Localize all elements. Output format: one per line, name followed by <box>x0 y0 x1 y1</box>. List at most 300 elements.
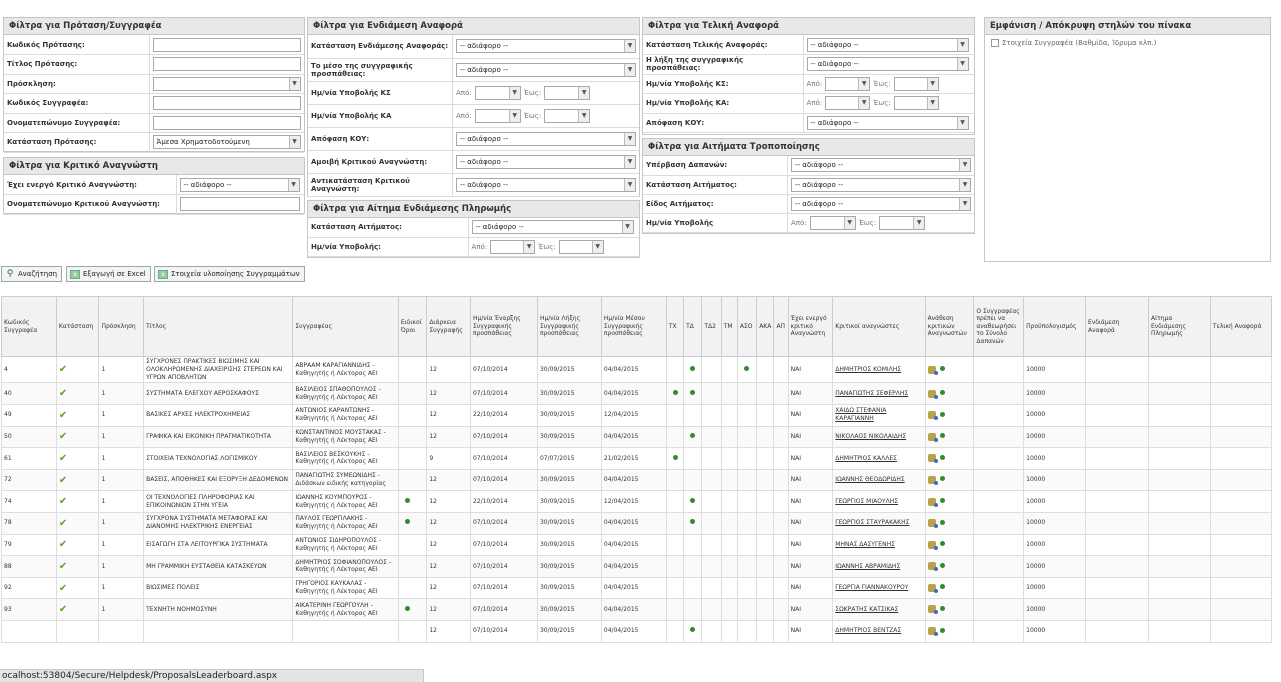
table-cell <box>774 404 788 426</box>
chevron-down-icon: ▼ <box>927 97 938 109</box>
date-range <box>791 216 971 230</box>
table-cell <box>293 357 399 383</box>
table-cell <box>774 383 788 405</box>
column-header[interactable]: Κωδικός Συγγραφέα <box>2 297 57 357</box>
chevron-down-icon: ▼ <box>289 78 300 90</box>
table-cell <box>757 534 774 556</box>
table-cell <box>537 599 601 621</box>
start-date: 07/10/2014 <box>472 389 508 397</box>
table-cell <box>99 426 144 448</box>
to-label: Έως: <box>858 218 877 227</box>
table-cell <box>1210 469 1271 491</box>
filter-label: Απόφαση ΚΟΥ: <box>308 127 453 150</box>
filter-control-cell <box>453 104 640 127</box>
filter-text-input[interactable] <box>153 38 301 52</box>
chevron-down-icon: ▼ <box>578 87 589 99</box>
date-to-picker[interactable] <box>894 96 939 110</box>
table-cell <box>974 599 1024 621</box>
table-cell <box>721 620 737 642</box>
table-cell <box>99 469 144 491</box>
table-cell <box>293 577 399 599</box>
reviewer-link[interactable]: ΔΗΜΗΤΡΙΟΣ ΚΟΜΙΛΗΣ <box>835 365 902 373</box>
table-cell <box>833 556 925 578</box>
chevron-down-icon: ▼ <box>957 58 968 70</box>
table-row[interactable] <box>2 357 1272 383</box>
table-cell <box>1024 599 1086 621</box>
table-cell <box>144 556 293 578</box>
column-header[interactable]: Ο Συγγραφέας πρέπει να αναθεωρήσει το Σύνολο Δαπανών <box>974 297 1024 357</box>
table-cell <box>1024 620 1086 642</box>
table-cell <box>788 404 833 426</box>
table-cell <box>144 383 293 405</box>
table-cell <box>774 512 788 534</box>
table-cell <box>293 448 399 470</box>
modification-request-filters-panel <box>642 138 975 234</box>
status-dot-icon <box>690 390 695 395</box>
table-cell <box>833 599 925 621</box>
dropdown-select[interactable] <box>791 158 971 172</box>
dropdown-select[interactable] <box>807 116 969 130</box>
column-header[interactable]: ΑΚΑ <box>757 297 774 357</box>
end-date: 30/09/2015 <box>539 627 575 635</box>
column-header[interactable]: Ενδιάμεση Αναφορά <box>1086 297 1149 357</box>
column-header[interactable]: Έχει ενεργό κριτικό Αναγνώστη <box>788 297 833 357</box>
checkmark-icon: ✔ <box>58 582 68 594</box>
chevron-down-icon: ▼ <box>622 221 633 233</box>
filter-row <box>4 74 304 94</box>
reviewer-link[interactable]: ΝΙΚΟΛΑΟΣ ΝΙΚΟΛΑΙΔΗΣ <box>835 432 907 440</box>
table-row[interactable] <box>2 491 1272 513</box>
reviewer-link[interactable]: ΙΩΑΝΝΗΣ ΘΕΟΔΩΡΙΔΗΣ <box>835 476 905 484</box>
table-cell <box>537 383 601 405</box>
table-cell <box>737 383 756 405</box>
date-from-picker[interactable] <box>825 96 870 110</box>
end-date: 07/07/2015 <box>539 454 575 462</box>
table-cell <box>684 404 702 426</box>
filter-control-cell <box>149 133 304 153</box>
reviewer-link[interactable]: ΧΑΙΔΩ ΣΤΕΦΑΝΙΑ ΚΑΡΑΓΙΑΝΝΗ <box>835 407 887 423</box>
table-cell <box>1210 599 1271 621</box>
filter-label: Κωδικός Συγγραφέα: <box>4 94 149 114</box>
interim-report-filter-table <box>308 35 639 197</box>
assign-reviewer-icon[interactable] <box>928 498 936 506</box>
column-header[interactable]: Ανάθεση κριτικών Αναγνωστών <box>925 297 974 357</box>
table-row[interactable] <box>2 469 1272 491</box>
column-header[interactable]: Τίτλος <box>144 297 293 357</box>
dropdown-select[interactable] <box>456 132 636 146</box>
start-date: 07/10/2014 <box>472 519 508 527</box>
date-range <box>472 240 637 254</box>
proposal-title: ΒΙΩΣΙΜΕΣ ΠΟΛΕΙΣ <box>146 584 200 592</box>
assign-reviewer-icon[interactable] <box>928 390 936 398</box>
to-label: Έως: <box>538 242 556 251</box>
column-header[interactable]: Ημ/νία Μέσου Συγγραφικής προσπάθειας <box>601 297 666 357</box>
panel-title: Φίλτρα για Κριτικό Αναγνώστη <box>4 158 304 175</box>
table-cell <box>1086 599 1149 621</box>
table-cell <box>788 556 833 578</box>
author-code: 88 <box>4 562 12 570</box>
table-cell <box>666 469 683 491</box>
table-cell <box>974 383 1024 405</box>
status-dot-icon <box>690 433 695 438</box>
table-cell <box>1024 491 1086 513</box>
column-header[interactable]: Ειδικοί Όροι <box>398 297 426 357</box>
chevron-down-icon: ▼ <box>288 179 299 191</box>
filter-control-cell <box>176 175 304 195</box>
table-cell <box>537 620 601 642</box>
table-row[interactable] <box>2 383 1272 405</box>
status-dot-icon <box>940 584 945 589</box>
panel-title: Φίλτρα για Αιτήματα Τροποποίησης <box>643 139 974 156</box>
table-cell <box>666 556 683 578</box>
filter-row <box>308 104 639 127</box>
reviewer-link[interactable]: ΓΕΩΡΓΙΟΣ ΣΤΑΥΡΑΚΑΚΗΣ <box>835 519 910 527</box>
proposal-title: ΒΑΣΙΚΕΣ ΑΡΧΕΣ ΗΛΕΚΤΡΟΧΗΜΕΙΑΣ <box>146 411 251 419</box>
filter-control-cell <box>149 74 304 94</box>
column-header[interactable]: ΑΠ <box>774 297 788 357</box>
table-cell <box>537 357 601 383</box>
table-cell <box>1148 491 1210 513</box>
filter-label: Ημ/νία Υποβολής ΚΣ <box>308 81 453 104</box>
table-row[interactable] <box>2 404 1272 426</box>
author-code: 49 <box>4 411 12 419</box>
column-header[interactable]: ΑΣΟ <box>737 297 756 357</box>
table-cell <box>833 491 925 513</box>
table-cell <box>427 620 471 642</box>
table-cell <box>737 426 756 448</box>
reviewer-link[interactable]: ΓΕΩΡΓΙΟΣ ΜΙΑΟΥΛΗΣ <box>835 497 899 505</box>
author-details-checkbox[interactable] <box>991 39 999 47</box>
chevron-down-icon: ▼ <box>624 133 635 145</box>
status-dot-icon <box>744 366 749 371</box>
table-cell <box>470 534 537 556</box>
column-header[interactable]: ΤΧ <box>666 297 683 357</box>
table-cell <box>1024 534 1086 556</box>
date-from-picker[interactable] <box>475 86 521 100</box>
table-cell <box>1210 491 1271 513</box>
assign-reviewer-icon[interactable] <box>928 411 936 419</box>
table-cell <box>666 491 683 513</box>
table-cell <box>702 426 721 448</box>
table-cell <box>293 426 399 448</box>
date-to-picker[interactable] <box>879 216 925 230</box>
column-header[interactable]: Ημ/νία Έναρξης Συγγραφικής προσπάθειας <box>470 297 537 357</box>
date-from-picker[interactable] <box>475 109 521 123</box>
table-cell <box>666 448 683 470</box>
table-row[interactable] <box>2 512 1272 534</box>
filter-text-input[interactable] <box>153 57 301 71</box>
column-header[interactable]: Ημ/νία Λήξης Συγγραφικής προσπάθειας <box>537 297 601 357</box>
table-cell <box>144 534 293 556</box>
checkmark-icon: ✔ <box>58 474 68 486</box>
table-cell <box>774 577 788 599</box>
table-cell <box>99 404 144 426</box>
table-cell <box>99 556 144 578</box>
table-cell <box>757 448 774 470</box>
date-from-picker[interactable] <box>490 240 535 254</box>
status-dot-icon <box>940 433 945 438</box>
table-cell <box>470 357 537 383</box>
table-cell <box>470 491 537 513</box>
dropdown-value: -- αδιάφορο -- <box>475 223 524 232</box>
to-label: Έως: <box>523 88 542 97</box>
status-dot-icon <box>940 390 945 395</box>
table-cell <box>1210 556 1271 578</box>
date-to-picker[interactable] <box>559 240 604 254</box>
filter-label: Η λήξη της συγγραφικής προσπάθειας: <box>643 55 803 75</box>
budget: 10000 <box>1026 605 1046 613</box>
date-range <box>807 77 972 91</box>
table-cell <box>56 620 99 642</box>
reviewer-link[interactable]: ΔΗΜΗΤΡΙΟΣ ΚΑΛΛΕΣ <box>835 454 897 462</box>
assign-reviewer-icon[interactable] <box>928 476 936 484</box>
filter-control-cell <box>803 113 974 133</box>
table-row[interactable] <box>2 577 1272 599</box>
reviewer-link[interactable]: ΔΗΜΗΤΡΙΟΣ ΒΕΝΤΖΑΣ <box>835 627 902 635</box>
assign-reviewer-icon[interactable] <box>928 627 936 635</box>
dropdown-select[interactable] <box>153 77 301 91</box>
author-code: 74 <box>4 497 12 505</box>
start-date: 07/10/2014 <box>472 365 508 373</box>
table-cell <box>56 599 99 621</box>
column-header[interactable]: Πρόσκληση <box>99 297 144 357</box>
checkmark-icon: ✔ <box>58 409 68 421</box>
export-excel-button[interactable] <box>66 266 151 282</box>
table-cell <box>144 577 293 599</box>
status-dot-icon <box>940 498 945 503</box>
status-dot-icon <box>940 606 945 611</box>
call-number: 1 <box>101 584 106 592</box>
chevron-down-icon: ▼ <box>624 40 635 52</box>
proposal-title: ΣΤΟΙΧΕΙΑ ΤΕΧΝΟΛΟΓΙΑΣ ΛΟΓΙΣΜΙΚΟΥ <box>146 454 258 462</box>
dropdown-select[interactable] <box>456 39 636 53</box>
table-cell <box>833 577 925 599</box>
mid-date: 04/04/2015 <box>603 519 639 527</box>
filter-row <box>643 113 974 133</box>
table-cell <box>56 448 99 470</box>
table-cell <box>601 426 666 448</box>
search-button[interactable] <box>1 266 62 282</box>
table-cell <box>293 534 399 556</box>
status-dot-icon <box>690 627 695 632</box>
table-cell <box>974 404 1024 426</box>
filter-text-input[interactable] <box>180 197 300 211</box>
table-cell <box>774 426 788 448</box>
table-cell <box>427 469 471 491</box>
table-cell <box>788 491 833 513</box>
table-cell <box>470 448 537 470</box>
table-cell <box>974 556 1024 578</box>
table-cell <box>99 357 144 383</box>
table-cell <box>833 383 925 405</box>
table-cell <box>666 404 683 426</box>
start-date: 07/10/2014 <box>472 454 508 462</box>
dropdown-select[interactable] <box>807 38 969 52</box>
filter-label: Απόφαση ΚΟΥ: <box>643 113 803 133</box>
date-to-picker[interactable] <box>544 109 590 123</box>
dropdown-select[interactable] <box>180 178 300 192</box>
table-cell <box>601 577 666 599</box>
call-number: 1 <box>101 411 106 419</box>
table-cell <box>925 534 974 556</box>
filter-label: Ημ/νία Υποβολής ΚΑ: <box>643 94 803 114</box>
column-visibility-panel <box>984 17 1271 262</box>
reviewer-link[interactable]: ΙΩΑΝΝΗΣ ΑΒΡΑΜΙΔΗΣ <box>835 562 901 570</box>
author-name: ΠΑΝΑΓΙΩΤΗΣ ΣΥΜΕΩΝΙΔΗΣ - Διδάσκων ειδικής κατηγορίας <box>295 472 386 488</box>
table-row[interactable] <box>2 599 1272 621</box>
checkmark-icon: ✔ <box>58 364 68 376</box>
table-cell <box>293 491 399 513</box>
dropdown-select[interactable] <box>807 57 969 71</box>
table-row[interactable] <box>2 534 1272 556</box>
dropdown-select[interactable] <box>456 63 636 77</box>
column-header[interactable]: ΤΔ <box>684 297 702 357</box>
column-header[interactable]: Κριτικοί αναγνώστες <box>833 297 925 357</box>
filter-row <box>4 35 304 55</box>
filter-control-cell <box>149 35 304 55</box>
assign-reviewer-icon[interactable] <box>928 605 936 613</box>
reviewer-link[interactable]: ΜΗΝΑΣ ΔΑΣΥΓΕΝΗΣ <box>835 540 895 548</box>
author-code: 79 <box>4 540 12 548</box>
table-cell <box>1210 512 1271 534</box>
table-cell <box>702 599 721 621</box>
filter-control-cell <box>149 113 304 133</box>
author-details-option[interactable] <box>985 35 1270 51</box>
assign-reviewer-icon[interactable] <box>928 454 936 462</box>
assign-reviewer-icon[interactable] <box>928 541 936 549</box>
date-from-picker[interactable] <box>825 77 870 91</box>
table-cell <box>925 577 974 599</box>
table-cell <box>702 357 721 383</box>
assign-reviewer-icon[interactable] <box>928 519 936 527</box>
table-cell <box>1148 404 1210 426</box>
proposal-title: ΟΙ ΤΕΧΝΟΛΟΓΙΕΣ ΠΛΗΡΟΦΟΡΙΑΣ ΚΑΙ ΕΠΙΚΟΙΝΩΝΙΩΝ ΣΤΗΝ ΥΓΕΙΑ <box>146 493 255 509</box>
column-header[interactable]: Διάρκεια Συγγραφής <box>427 297 471 357</box>
budget: 10000 <box>1026 432 1046 440</box>
column-header[interactable]: Τελική Αναφορά <box>1210 297 1271 357</box>
table-cell <box>144 491 293 513</box>
filter-control-cell <box>788 194 975 213</box>
table-row[interactable] <box>2 556 1272 578</box>
author-name: ΚΩΝΣΤΑΝΤΙΝΟΣ ΜΟΥΣΤΑΚΑΣ - Καθηγητής ή Λέκτορας ΑΕΙ <box>295 429 386 444</box>
from-label: Από: <box>806 99 823 108</box>
column-header[interactable]: ΤΜ <box>721 297 737 357</box>
reviewer-link[interactable]: ΣΩΚΡΑΤΗΣ ΚΑΤΣΙΚΑΣ <box>835 605 899 613</box>
panel-title: Εμφάνιση / Απόκρυψη στηλών του πίνακα <box>985 18 1270 35</box>
column-header[interactable]: Προϋπολογισμός <box>1024 297 1086 357</box>
table-cell <box>684 469 702 491</box>
status-dot-icon <box>940 541 945 546</box>
dropdown-select[interactable] <box>472 220 634 234</box>
start-date: 07/10/2014 <box>472 562 508 570</box>
assign-reviewer-icon[interactable] <box>928 584 936 592</box>
mid-date: 04/04/2015 <box>603 584 639 592</box>
dropdown-select[interactable] <box>456 178 636 192</box>
table-cell <box>1210 357 1271 383</box>
magnifier-icon: ⚲ <box>6 268 14 279</box>
table-cell <box>1086 620 1149 642</box>
mid-date: 04/04/2015 <box>603 365 639 373</box>
table-cell <box>1086 469 1149 491</box>
table-cell <box>774 556 788 578</box>
active-reviewer: ΝΑΙ <box>790 605 802 613</box>
table-cell <box>925 599 974 621</box>
table-row[interactable] <box>2 620 1272 642</box>
duration: 12 <box>429 389 437 397</box>
date-to-picker[interactable] <box>894 77 939 91</box>
dropdown-select[interactable] <box>791 197 971 211</box>
column-header[interactable]: ΤΔ2 <box>702 297 721 357</box>
table-cell <box>1210 383 1271 405</box>
to-label: Έως: <box>873 99 891 108</box>
chevron-down-icon: ▼ <box>592 241 603 253</box>
table-cell <box>721 599 737 621</box>
table-cell <box>721 383 737 405</box>
budget: 10000 <box>1026 497 1046 505</box>
status-dot-icon <box>673 455 678 460</box>
table-cell <box>144 469 293 491</box>
call-number: 1 <box>101 562 106 570</box>
chevron-down-icon: ▼ <box>844 217 855 229</box>
duration: 9 <box>429 454 434 462</box>
column-header[interactable]: Συγγραφέας <box>293 297 399 357</box>
filter-control-cell <box>453 173 640 196</box>
table-cell <box>774 620 788 642</box>
assign-reviewer-icon[interactable] <box>928 562 936 570</box>
table-cell <box>1210 426 1271 448</box>
filter-control-cell <box>788 156 975 175</box>
assign-reviewer-icon[interactable] <box>928 433 936 441</box>
contract-details-button[interactable] <box>154 266 305 282</box>
table-row[interactable] <box>2 426 1272 448</box>
filter-text-input[interactable] <box>153 116 301 130</box>
proposal-title: ΤΕΧΝΗΤΗ ΝΟΗΜΟΣΥΝΗ <box>146 605 217 613</box>
table-cell <box>684 383 702 405</box>
dropdown-value: -- αδιάφορο -- <box>460 157 509 166</box>
table-cell <box>1148 599 1210 621</box>
table-cell <box>537 448 601 470</box>
table-cell <box>1210 620 1271 642</box>
dropdown-select[interactable] <box>153 135 301 149</box>
table-cell <box>99 620 144 642</box>
dropdown-select[interactable] <box>791 178 971 192</box>
table-cell <box>601 556 666 578</box>
date-from-picker[interactable] <box>810 216 856 230</box>
reviewer-link[interactable]: ΓΕΩΡΓΙΑ ΓΙΑΝΝΑΚΟΥΡΟΥ <box>835 584 909 592</box>
filter-text-input[interactable] <box>153 96 301 110</box>
table-cell <box>601 534 666 556</box>
table-cell <box>1086 404 1149 426</box>
column-header[interactable]: Κατάσταση <box>56 297 99 357</box>
status-dot-icon <box>690 519 695 524</box>
table-row[interactable] <box>2 448 1272 470</box>
table-cell <box>666 534 683 556</box>
table-cell <box>1148 577 1210 599</box>
table-cell <box>427 556 471 578</box>
mid-date: 04/04/2015 <box>603 540 639 548</box>
author-name: ΓΡΗΓΟΡΙΟΣ ΚΑΥΚΑΛΑΣ - Καθηγητής ή Λέκτορας ΑΕΙ <box>295 580 378 596</box>
table-cell <box>1148 534 1210 556</box>
date-to-picker[interactable] <box>544 86 590 100</box>
reviewer-link[interactable]: ΠΑΝΑΓΙΩΤΗΣ ΣΕΦΕΡΛΗΣ <box>835 389 909 397</box>
table-cell <box>684 577 702 599</box>
table-cell <box>56 469 99 491</box>
proposals-grid <box>1 296 1272 643</box>
column-header[interactable]: Αίτημα Ενδιάμεσης Πληρωμής <box>1148 297 1210 357</box>
dropdown-select[interactable] <box>456 155 636 169</box>
assign-reviewer-icon[interactable] <box>928 366 936 374</box>
budget: 10000 <box>1026 584 1046 592</box>
